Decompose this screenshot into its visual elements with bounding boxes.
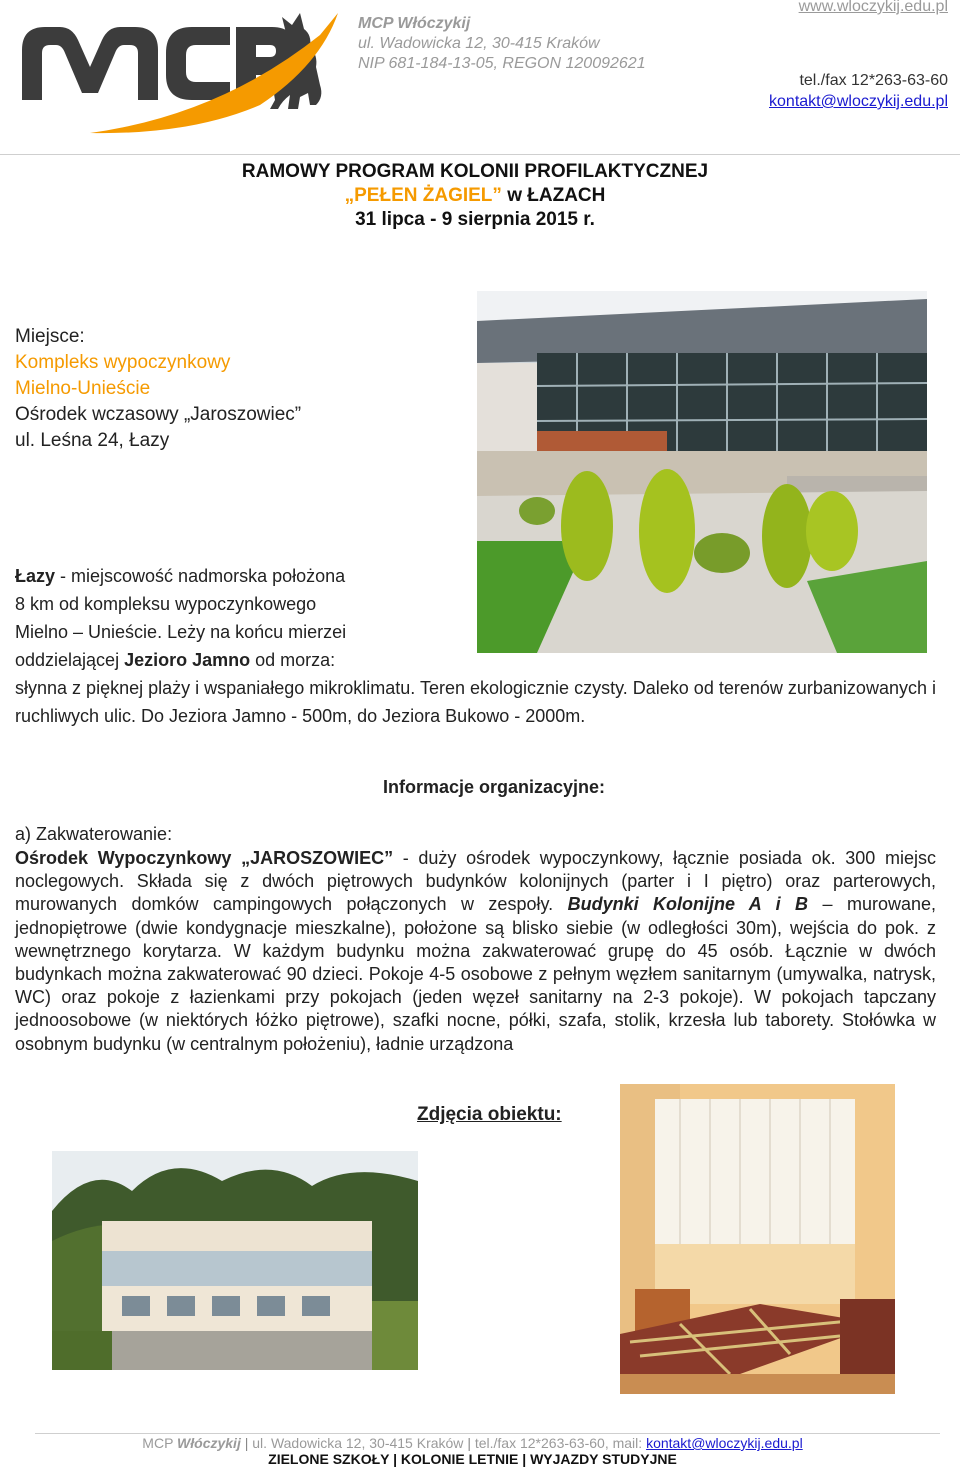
desc-line-1: [15, 562, 346, 590]
footer-tagline: ZIELONE SZKOŁY | KOLONIE LETNIE | WYJAZDY STUDYJNE: [268, 1451, 677, 1467]
header-divider: [0, 154, 960, 155]
footer-separator: |: [467, 1435, 471, 1451]
center-name-bold: Ośrodek Wypoczynkowy „JAROSZOWIEC”: [15, 848, 394, 868]
company-logo: [20, 5, 340, 135]
camp-name: „PEŁEN ŻAGIEL”: [344, 185, 502, 206]
footer-company-italic: Włóczykij: [177, 1435, 241, 1451]
title-line-1: RAMOWY PROGRAM KOLONII PROFILAKTYCZNEJ: [241, 161, 709, 182]
title-line-2: [0, 184, 950, 208]
footer-address: ul. Wadowicka 12, 30-415 Kraków: [252, 1435, 464, 1451]
desc-line-4-pre: oddzielającej: [15, 650, 125, 670]
photos-heading: Zdjęcia obiektu:: [417, 1104, 562, 1125]
complex-name-2: Mielno-Unieście: [15, 378, 151, 399]
footer-phone-mail: tel./fax 12*263-63-60, mail:: [474, 1435, 647, 1451]
header-email-link[interactable]: kontakt@wloczykij.edu.pl: [769, 93, 948, 110]
footer-separator: |: [244, 1435, 249, 1451]
mcp-logo-graphic: [20, 5, 340, 135]
desc-line-4: [15, 646, 346, 674]
company-info: [358, 14, 646, 74]
company-nip-regon: NIP 681-184-13-05, REGON 120092621: [358, 55, 646, 72]
header-phone: tel./fax 12*263-63-60: [799, 72, 948, 89]
desc-line-4-post: od morza:: [250, 650, 336, 670]
buildings-bold: Budynki Kolonijne A i B: [567, 894, 809, 915]
jezioro-jamno-bold: Jezioro Jamno: [124, 650, 251, 670]
document-title: [0, 160, 950, 232]
center-street: ul. Leśna 24, Łazy: [15, 430, 170, 451]
complex-name-1: Kompleks wypoczynkowy: [15, 352, 231, 373]
resort-entrance-photo: [477, 291, 927, 653]
accommodation-body: [15, 847, 936, 1056]
footer-company-plain: MCP: [142, 1435, 178, 1451]
footer-contact: [0, 1435, 945, 1451]
place-block: [15, 324, 301, 454]
room-photo: [620, 1084, 895, 1394]
company-name: MCP Włóczykij: [358, 15, 471, 32]
footer-email-link[interactable]: kontakt@wloczykij.edu.pl: [646, 1435, 803, 1451]
location-description-full: słynna z pięknej plaży i wspaniałego mikroklimatu. Teren ekologicznie czysty. Daleko od terenów zurbanizowanych i ruchliwych ulic. Do Jeziora Jamno - 500m, do Jeziora Bukowo - 2000m.: [15, 678, 936, 726]
title-location: w ŁAZACH: [501, 185, 606, 206]
lazy-bold: Łazy: [15, 566, 56, 586]
building-photo: [52, 1151, 418, 1370]
desc-line-2: 8 km od kompleksu wypoczynkowego: [15, 594, 317, 614]
title-dates: 31 lipca - 9 sierpnia 2015 r.: [355, 209, 595, 230]
accommodation-text-2: – murowane, jednopiętrowe (dwie kondygnacje mieszkalne), położone są blisko siebie (w odległości 30m), wejścia do pok. z wewnętrznego korytarza. W każdym budynku można zakwaterować grupę do 45 osób. Łącznie w dwóch budynkach można zakwaterować 90 dzieci. Pokoje 4-5 osobowe z pełnym węzłem sanitarnym (umywalka, natrysk, WC) oraz pokoje z łazienkami przy pokojach (jeden węzeł sanitarny na 2-3 pokoje). W pokojach tapczany jednoosobowe (w niektórych łóżko piętrowe), szafki nocne, półki, szafa, stolik, krzesła lub taborety. Stołówka w osobnym budynku (w centralnym położeniu), ładnie urządzona: [15, 894, 936, 1054]
accommodation-text-1: - duży ośrodek wypoczynkowy, łącznie posiada ok. 300 miejsc noclegowych. Składa się z dwóch piętrowych budynków kolonijnych (parter i I piętro) oraz parterowych, murowanych domków campingowych połączonych w zespoły.: [15, 848, 936, 915]
center-name: Ośrodek wczasowy „Jaroszowiec”: [15, 404, 302, 425]
desc-line-3: Mielno – Unieście. Leży na końcu mierzei: [15, 622, 347, 642]
location-description: [15, 562, 346, 674]
footer-divider: [35, 1433, 940, 1434]
desc-line-1-text: - miejscowość nadmorska położona: [55, 566, 346, 586]
accommodation-title: a) Zakwaterowanie:: [15, 824, 173, 844]
website-link[interactable]: www.wloczykij.edu.pl: [798, 0, 948, 15]
place-label: Miejsce:: [15, 326, 85, 347]
info-heading: Informacje organizacyjne:: [382, 777, 606, 797]
company-address: ul. Wadowicka 12, 30-415 Kraków: [358, 35, 600, 52]
